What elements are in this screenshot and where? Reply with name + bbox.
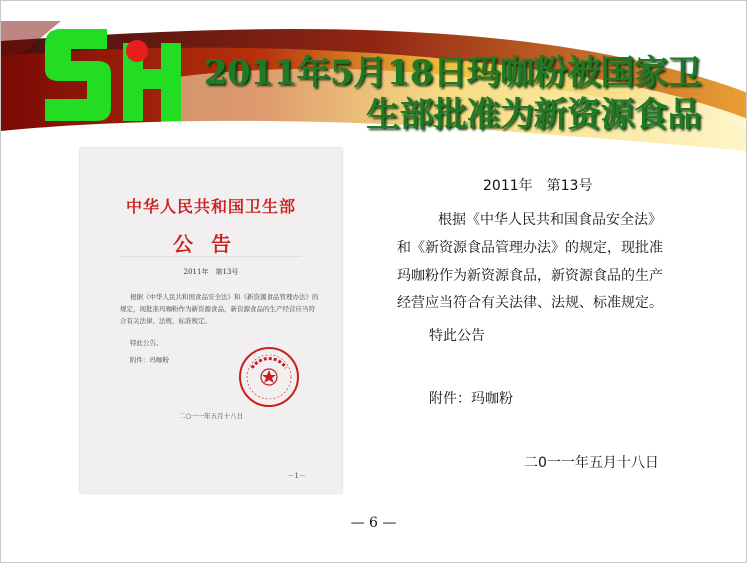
document-page-number: －1－ [287, 472, 306, 480]
document-body: 根据《中华人民共和国食品安全法》和《新资源食品管理办法》的规定，现批准玛咖粉作为新资源食品，新资源食品的生产经营应当符合有关法律、法规、标准规定。 [120, 293, 319, 325]
document-special: 特此公告。 [130, 339, 163, 347]
notice-number: 2011年 第13号 [483, 178, 593, 194]
official-seal [238, 346, 300, 408]
document-date: 二○一一年五月十八日 [178, 412, 244, 420]
document-number: 2011年 第13号 [183, 268, 239, 276]
logo-text: SH [39, 21, 41, 22]
page-title-line2: 生部批准为新资源食品 [366, 95, 701, 135]
body-line-1: 根据《中华人民共和国食品安全法》 [438, 212, 662, 228]
special-notice: 特此公告 [429, 328, 485, 344]
document-notice-title: 公告 [173, 232, 249, 256]
document-org: 中华人民共和国卫生部 [125, 197, 296, 216]
slide-page-number: — 6 — [350, 515, 397, 531]
body-line-3: 玛咖粉作为新资源食品，新资源食品的生产 [397, 268, 663, 284]
sh-logo [39, 21, 189, 131]
body-line-2: 和《新资源食品管理办法》的规定，现批准 [397, 240, 663, 256]
document-attachment: 附件：玛咖粉 [130, 356, 169, 364]
notice-document-image [80, 148, 342, 493]
document-rule [120, 256, 302, 257]
page-title-line1: 2011年5月18日玛咖粉被国家卫 [203, 53, 701, 93]
notice-date: 二0一一年五月十八日 [524, 455, 659, 471]
attachment-line: 附件：玛咖粉 [429, 391, 513, 407]
body-line-4: 经营应当符合有关法律、法规、标准规定。 [397, 295, 663, 311]
